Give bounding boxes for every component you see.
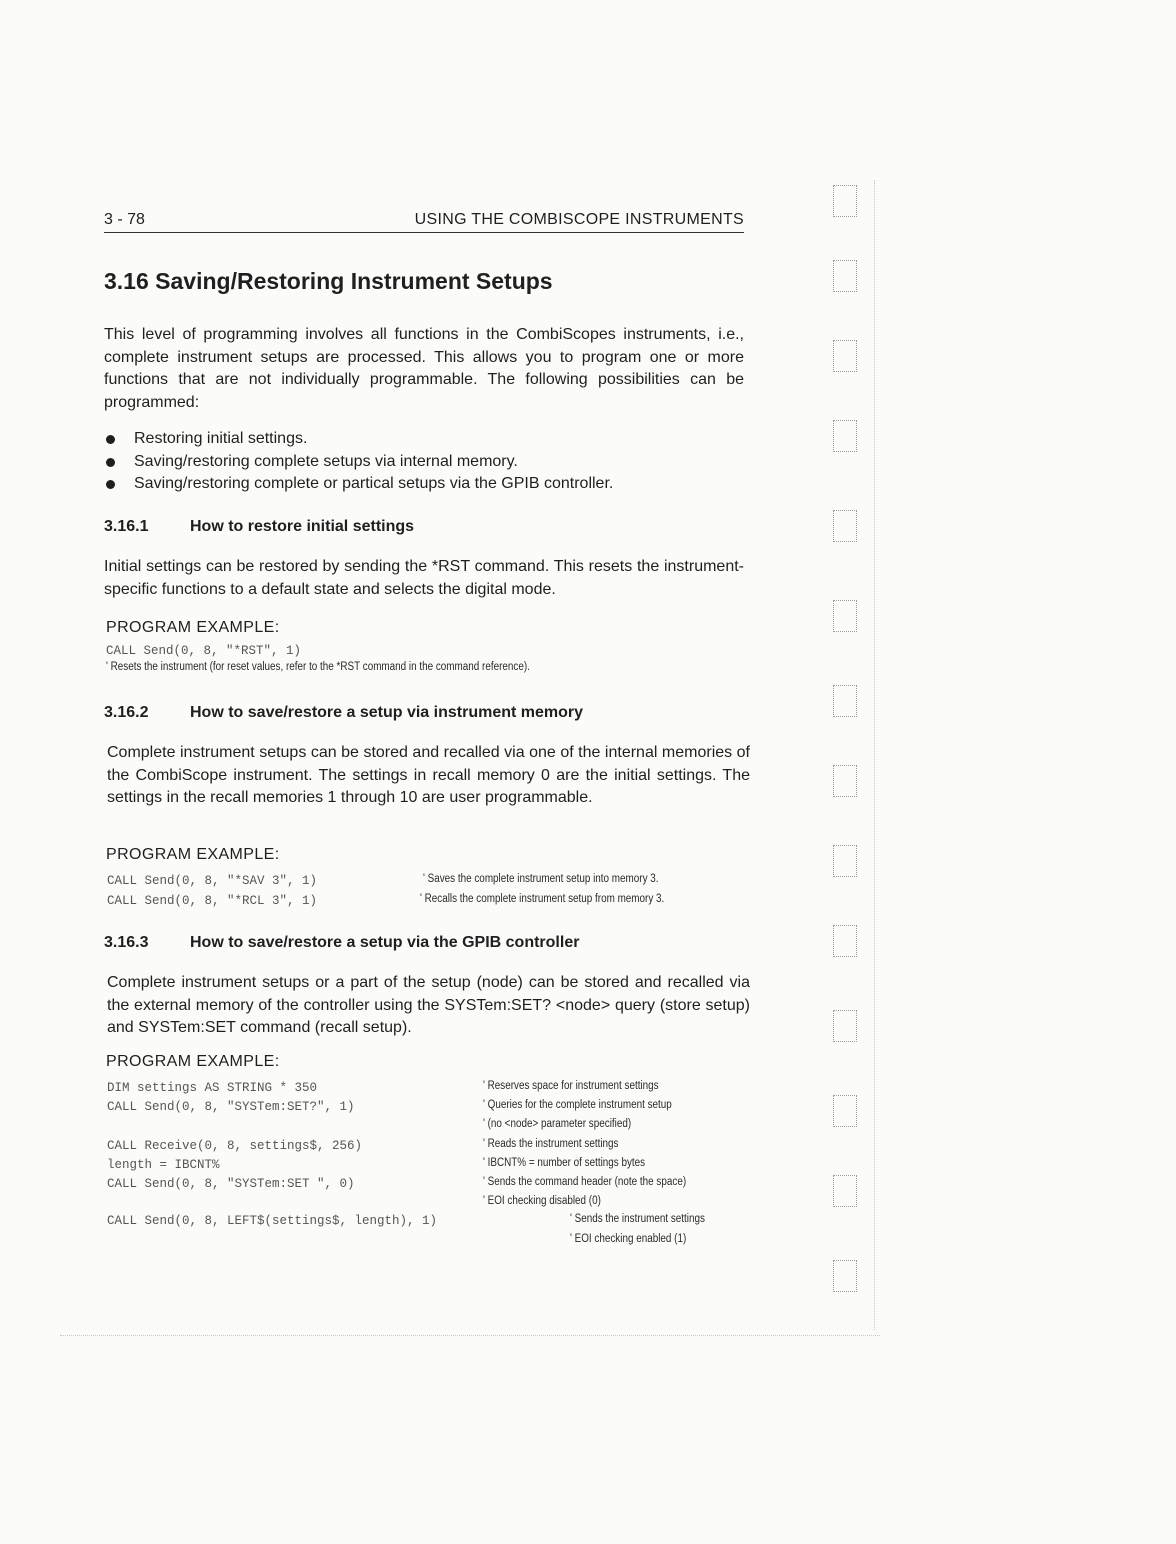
scan-edge-line bbox=[874, 180, 875, 1330]
code-comment: ' Saves the complete instrument setup into memory 3. bbox=[423, 873, 659, 885]
code-comment: ' Resets the instrument (for reset values, refer to the *RST command in the command reference). bbox=[106, 661, 530, 673]
tab-marker-icon bbox=[833, 1260, 857, 1292]
section-title: 3.16 Saving/Restoring Instrument Setups bbox=[104, 268, 553, 294]
code-comment: ' IBCNT% = number of settings bytes bbox=[483, 1157, 646, 1169]
code-line: CALL Send(0, 8, "SYSTem:SET?", 1) bbox=[107, 1100, 355, 1114]
code-comment: ' Sends the command header (note the space) bbox=[483, 1176, 687, 1188]
code-comment: ' Recalls the complete instrument setup from memory 3. bbox=[420, 893, 665, 905]
subsection-paragraph: Complete instrument setups can be stored and recalled via one of the internal memories of the CombiScope instrument. The settings in recall memory 0 are the initial settings. The settings in the recall memories 1 through 10 are user programmable. bbox=[107, 744, 750, 806]
tab-marker-icon bbox=[833, 340, 857, 372]
scan-bottom-line bbox=[60, 1335, 880, 1336]
bullet-text: Saving/restoring complete or partical setups via the GPIB controller. bbox=[134, 475, 614, 492]
bullet-list bbox=[104, 428, 613, 496]
tab-marker-icon bbox=[833, 420, 857, 452]
subsection-heading: How to save/restore a setup via instrument memory bbox=[190, 704, 584, 721]
bullet-icon bbox=[106, 435, 115, 444]
subsection-number: 3.16.2 bbox=[104, 704, 149, 721]
tab-marker-icon bbox=[833, 1175, 857, 1207]
code-line: CALL Send(0, 8, "*RCL 3", 1) bbox=[107, 894, 318, 908]
tab-marker-icon bbox=[833, 185, 857, 217]
tab-marker-icon bbox=[833, 1095, 857, 1127]
subsection-heading: How to restore initial settings bbox=[190, 518, 415, 535]
code-comment: ' Queries for the complete instrument setup bbox=[483, 1099, 672, 1111]
code-comment: ' (no <node> parameter specified) bbox=[483, 1118, 632, 1130]
code-comment: ' Reads the instrument settings bbox=[483, 1138, 619, 1150]
page-header bbox=[104, 208, 744, 233]
tab-marker-icon bbox=[833, 765, 857, 797]
bullet-text: Saving/restoring complete setups via internal memory. bbox=[134, 452, 518, 470]
tab-marker-icon bbox=[833, 685, 857, 717]
code-comment: ' EOI checking disabled (0) bbox=[483, 1195, 601, 1207]
code-line: CALL Send(0, 8, "*RST", 1) bbox=[106, 644, 302, 658]
code-comment: ' Reserves space for instrument settings bbox=[483, 1080, 659, 1092]
code-line: DIM settings AS STRING * 350 bbox=[107, 1081, 318, 1095]
code-line: CALL Send(0, 8, "*SAV 3", 1) bbox=[107, 874, 318, 888]
code-comment: ' Sends the instrument settings bbox=[570, 1213, 705, 1225]
tab-marker-icon bbox=[833, 600, 857, 632]
bullet-text: Restoring initial settings. bbox=[134, 430, 308, 447]
list-item bbox=[104, 473, 613, 496]
intro-paragraph: This level of programming involves all functions in the CombiScopes instruments, i.e., complete instrument setups are processed. This allows you to program one or more functions that are not individually programmable. The following possibilities can be programmed: bbox=[104, 326, 744, 411]
tab-marker-icon bbox=[833, 260, 857, 292]
subsection-paragraph: Initial settings can be restored by sending the *RST command. This resets the instrument-specific functions to a default state and selects the digital mode. bbox=[104, 558, 744, 598]
code-line: CALL Receive(0, 8, settings$, 256) bbox=[107, 1139, 363, 1153]
subsection-number: 3.16.3 bbox=[104, 934, 149, 951]
bullet-icon bbox=[106, 458, 115, 467]
running-title: USING THE COMBISCOPE INSTRUMENTS bbox=[414, 211, 744, 228]
code-line: length = IBCNT% bbox=[107, 1158, 220, 1172]
tab-marker-icon bbox=[833, 1010, 857, 1042]
program-example-label: PROGRAM EXAMPLE: bbox=[106, 1053, 280, 1070]
tab-marker-icon bbox=[833, 925, 857, 957]
program-example-label: PROGRAM EXAMPLE: bbox=[106, 846, 280, 863]
page-number: 3 - 78 bbox=[104, 211, 145, 228]
code-comment: ' EOI checking enabled (1) bbox=[570, 1233, 687, 1245]
subsection-paragraph: Complete instrument setups or a part of the setup (node) can be stored and recalled via the external memory of the controller using the SYSTem:SET? <node> query (store setup) and SYSTem:SET command (recall setup). bbox=[107, 974, 750, 1036]
tab-marker-icon bbox=[833, 845, 857, 877]
code-line: CALL Send(0, 8, LEFT$(settings$, length), 1) bbox=[107, 1214, 438, 1228]
subsection-heading: How to save/restore a setup via the GPIB controller bbox=[190, 934, 580, 951]
tab-marker-icon bbox=[833, 510, 857, 542]
program-example-label: PROGRAM EXAMPLE: bbox=[106, 619, 280, 636]
subsection-title bbox=[104, 518, 414, 536]
bullet-icon bbox=[106, 480, 115, 489]
subsection-number: 3.16.1 bbox=[104, 518, 149, 535]
subsection-title bbox=[104, 934, 579, 952]
list-item bbox=[104, 451, 613, 474]
subsection-title bbox=[104, 704, 583, 722]
list-item bbox=[104, 428, 613, 451]
code-line: CALL Send(0, 8, "SYSTem:SET ", 0) bbox=[107, 1177, 355, 1191]
